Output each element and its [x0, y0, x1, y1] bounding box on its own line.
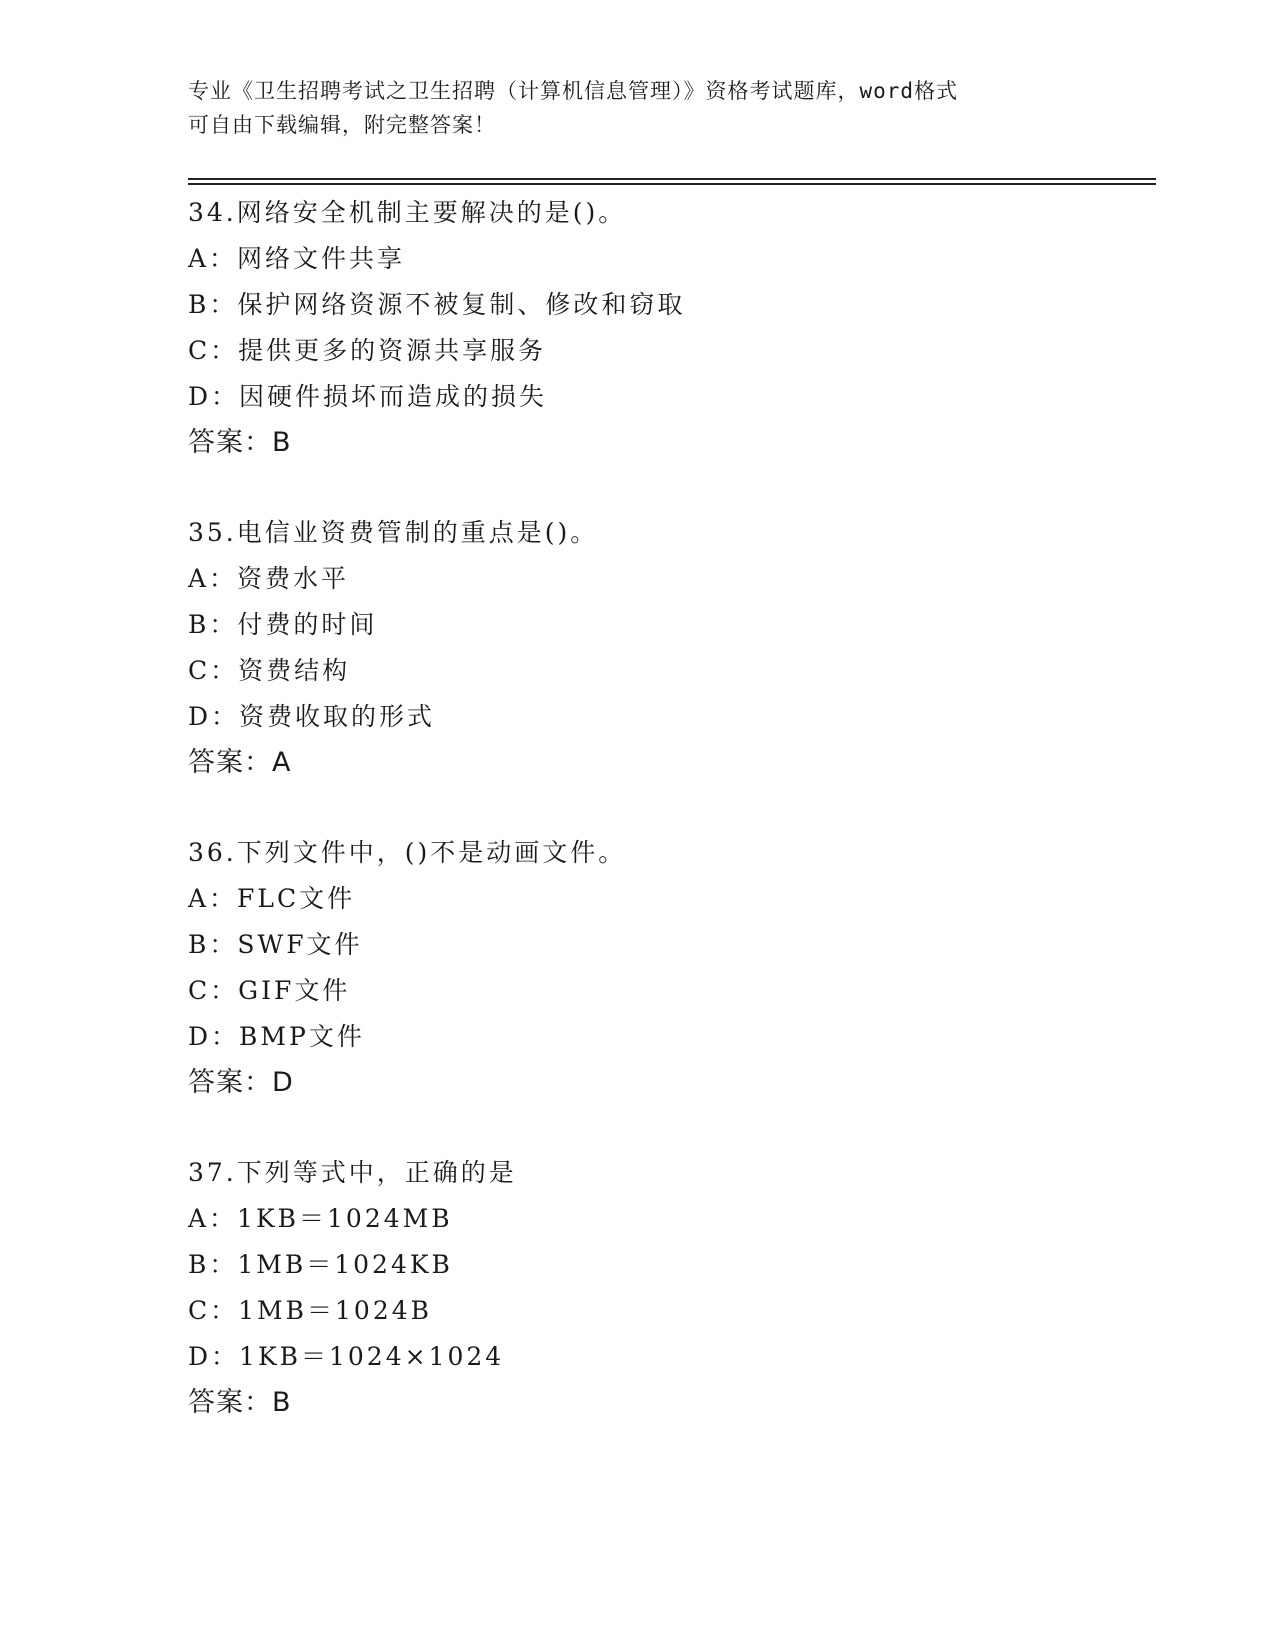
answer: 答案：D	[188, 1067, 294, 1098]
option-c: C：资费结构	[188, 656, 351, 685]
option-d: D：1KB＝1024×1024	[188, 1342, 505, 1371]
option-c: C：GIF文件	[188, 976, 351, 1005]
question-35	[188, 510, 1138, 786]
option-b: B：保护网络资源不被复制、修改和窃取	[188, 290, 686, 319]
option-b: B：1MB＝1024KB	[188, 1250, 453, 1279]
option-a: A：网络文件共享	[188, 244, 406, 273]
option-d: D：BMP文件	[188, 1022, 365, 1051]
option-a: A：FLC文件	[188, 884, 356, 913]
option-a: A：资费水平	[188, 564, 350, 593]
question-34	[188, 190, 1138, 466]
document-header	[188, 74, 1088, 142]
option-a: A：1KB＝1024MB	[188, 1204, 453, 1233]
header-divider-top	[188, 178, 1156, 180]
question-stem: 37.下列等式中，正确的是	[188, 1158, 517, 1187]
header-line-1: 专业《卫生招聘考试之卫生招聘（计算机信息管理）》资格考试题库，word格式	[188, 79, 959, 103]
answer: 答案：B	[188, 1387, 292, 1418]
question-36	[188, 830, 1138, 1106]
header-divider-bottom	[188, 183, 1156, 185]
option-b: B：SWF文件	[188, 930, 363, 959]
answer: 答案：A	[188, 747, 292, 778]
question-stem: 36.下列文件中，()不是动画文件。	[188, 838, 627, 867]
option-c: C：提供更多的资源共享服务	[188, 336, 547, 365]
question-stem: 34.网络安全机制主要解决的是()。	[188, 198, 627, 227]
answer: 答案：B	[188, 427, 292, 458]
question-37	[188, 1150, 1138, 1426]
option-d: D：因硬件损坏而造成的损失	[188, 382, 548, 411]
option-d: D：资费收取的形式	[188, 702, 436, 731]
header-line-2: 可自由下载编辑，附完整答案！	[188, 113, 496, 137]
option-b: B：付费的时间	[188, 610, 378, 639]
question-stem: 35.电信业资费管制的重点是()。	[188, 518, 599, 547]
option-c: C：1MB＝1024B	[188, 1296, 432, 1325]
